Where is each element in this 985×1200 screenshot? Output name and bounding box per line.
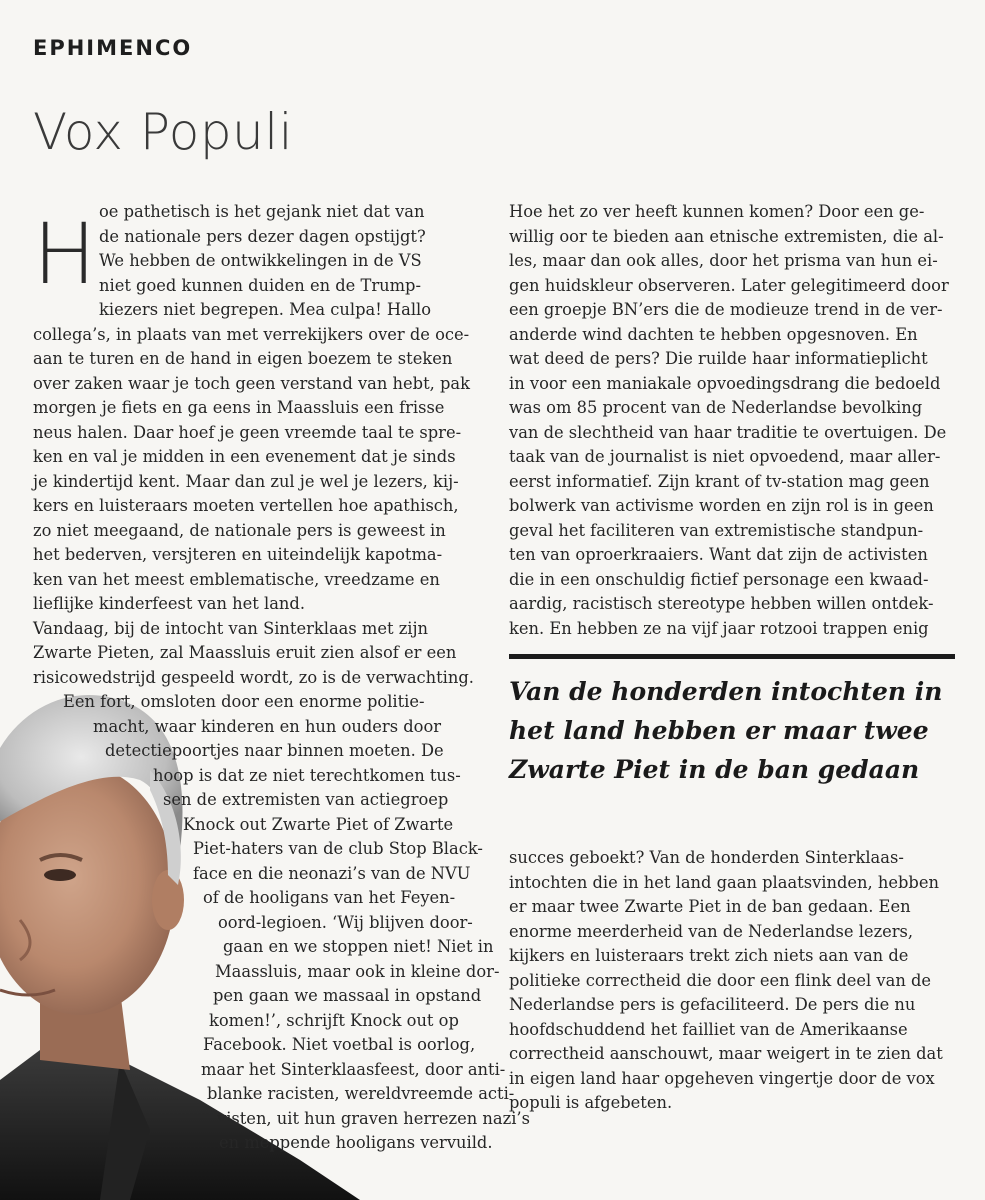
text-line: oe pathetisch is het gejank niet dat van (99, 202, 425, 221)
text-line: de nationale pers dezer dagen opstijgt? (99, 226, 426, 246)
text-line: taak van de journalist is niet opvoedend, maar aller- (509, 447, 941, 466)
text-line: geval het faciliteren van extremistische standpun- (509, 520, 924, 540)
article-column-right-continued (509, 846, 959, 1116)
text-line: Zwarte Pieten, zal Maassluis eruit zien alsof er een (33, 643, 457, 662)
text-line: Facebook. Niet voetbal is oorlog, (203, 1035, 476, 1054)
text-line: kers en luisteraars moeten vertellen hoe apathisch, (33, 496, 459, 515)
column-kicker: EPHIMENCO (33, 36, 193, 60)
text-line: komen!’, schrijft Knock out op (209, 1010, 459, 1030)
text-line: en meppende hooligans vervuild. (219, 1133, 493, 1152)
text-line: sen de extremisten van actiegroep (163, 790, 449, 809)
text-line: macht, waar kinderen en hun ouders door (93, 716, 442, 736)
text-line: het land hebben er maar twee (509, 716, 929, 745)
text-line: in voor een maniakale opvoedingsdrang die bedoeld (509, 373, 941, 393)
text-line: gaan en we stoppen niet! Niet in (223, 937, 494, 956)
pull-quote (509, 672, 955, 789)
text-line: of de hooligans van het Feyen- (203, 888, 456, 907)
text-line: collega’s, in plaats van met verrekijkers over de oce- (33, 324, 470, 344)
text-line: risicowedstrijd gespeeld wordt, zo is de verwachting. (33, 667, 474, 687)
text-line: Piet-haters van de club Stop Black- (193, 839, 483, 858)
text-line: les, maar dan ook alles, door het prisma van hun ei- (509, 251, 938, 270)
text-line: face en die neonazi’s van de NVU (193, 863, 471, 883)
text-line: Een fort, omsloten door een enorme politie- (63, 692, 425, 711)
text-line: bolwerk van activisme worden en zijn rol is in geen (509, 496, 934, 515)
text-line: gen huidskleur observeren. Later gelegitimeerd door (509, 275, 949, 295)
text-line: ken en val je midden in een evenement dat je sinds (33, 447, 456, 466)
text-line: aan te turen en de hand in eigen boezem te steken (33, 349, 453, 368)
text-line: morgen je fiets en ga eens in Maassluis een frisse (33, 398, 445, 417)
text-line: je kindertijd kent. Maar dan zul je wel je lezers, kij- (33, 471, 459, 491)
text-line: politieke correctheid die door een flink deel van de (509, 970, 932, 990)
text-line: lieflijke kinderfeest van het land. (33, 594, 306, 613)
text-line: hoop is dat ze niet terechtkomen tus- (153, 765, 461, 785)
text-line: Hoe het zo ver heeft kunnen komen? Door een ge- (509, 202, 925, 221)
text-line: in eigen land haar opgeheven vingertje door de vox (509, 1068, 935, 1088)
article-column-left (33, 200, 530, 1156)
text-line: over zaken waar je toch geen verstand van hebt, pak (33, 373, 470, 393)
text-line: anderde wind dachten te hebben opgesnoven. En (509, 324, 918, 344)
text-line: oord-legioen. ‘Wij blijven door- (218, 912, 473, 932)
text-line: niet goed kunnen duiden en de Trump- (99, 275, 421, 295)
text-line: blanke racisten, wereldvreemde acti- (207, 1084, 515, 1103)
text-line: neus halen. Daar hoef je geen vreemde taal te spre- (33, 422, 462, 442)
text-line: Zwarte Piet in de ban gedaan (509, 755, 920, 784)
text-line: ken van het meest emblematische, vreedzame en (33, 569, 440, 589)
text-line: Vandaag, bij de intocht van Sinterklaas met zijn (33, 618, 429, 638)
text-line: enorme meerderheid van de Nederlandse lezers, (509, 921, 914, 941)
drop-cap: H (33, 205, 97, 303)
text-line: aardig, racistisch stereotype hebben willen ontdek- (509, 594, 934, 613)
text-line: een groepje BN’ers die de modieuze trend in de ver- (509, 300, 943, 319)
text-line: Maassluis, maar ook in kleine dor- (215, 961, 500, 981)
text-line: ten van oproerkraaiers. Want dat zijn de activisten (509, 545, 928, 564)
pullquote-rule (509, 654, 955, 659)
text-line: kijkers en luisteraars trekt zich niets aan van de (509, 946, 909, 965)
text-line: kiezers niet begrepen. Mea culpa! Hallo (99, 300, 432, 319)
text-line: maar het Sinterklaasfeest, door anti- (201, 1059, 506, 1079)
text-line: visten, uit hun graven herrezen nazi’s (217, 1108, 530, 1128)
text-line: correctheid aanschouwt, maar weigert in te zien dat (509, 1044, 943, 1063)
text-line: intochten die in het land gaan plaatsvinden, hebben (509, 872, 939, 892)
text-line: het bederven, versjteren en uiteindelijk kapotma- (33, 545, 443, 564)
text-line: pen gaan we massaal in opstand (213, 986, 482, 1005)
text-line: was om 85 procent van de Nederlandse bevolking (509, 398, 923, 417)
text-line: detectiepoortjes naar binnen moeten. De (105, 741, 444, 760)
text-line: succes geboekt? Van de honderden Sinterklaas- (509, 848, 904, 867)
text-line: er maar twee Zwarte Piet in de ban gedaan. Een (509, 897, 911, 916)
text-line: Knock out Zwarte Piet of Zwarte (183, 814, 454, 834)
text-line: ken. En hebben ze na vijf jaar rotzooi trappen enig (509, 618, 929, 638)
article-column-right (509, 200, 959, 641)
text-line: Nederlandse pers is gefaciliteerd. De pers die nu (509, 995, 916, 1014)
text-line: populi is afgebeten. (509, 1093, 673, 1112)
text-line: wat deed de pers? Die ruilde haar informatieplicht (509, 349, 928, 368)
text-line: die in een onschuldig fictief personage een kwaad- (509, 569, 929, 589)
text-line: Van de honderden intochten in (509, 677, 943, 706)
text-line: We hebben de ontwikkelingen in de VS (99, 251, 422, 270)
text-line: hoofdschuddend het failliet van de Amerikaanse (509, 1019, 908, 1039)
text-line: van de slechtheid van haar traditie te overtuigen. De (509, 422, 947, 442)
text-line: eerst informatief. Zijn krant of tv-station mag geen (509, 471, 930, 491)
text-line: willig oor te bieden aan etnische extremisten, die al- (509, 226, 944, 246)
text-line: zo niet meegaand, de nationale pers is geweest in (33, 520, 446, 540)
article-title: Vox Populi (33, 103, 294, 161)
